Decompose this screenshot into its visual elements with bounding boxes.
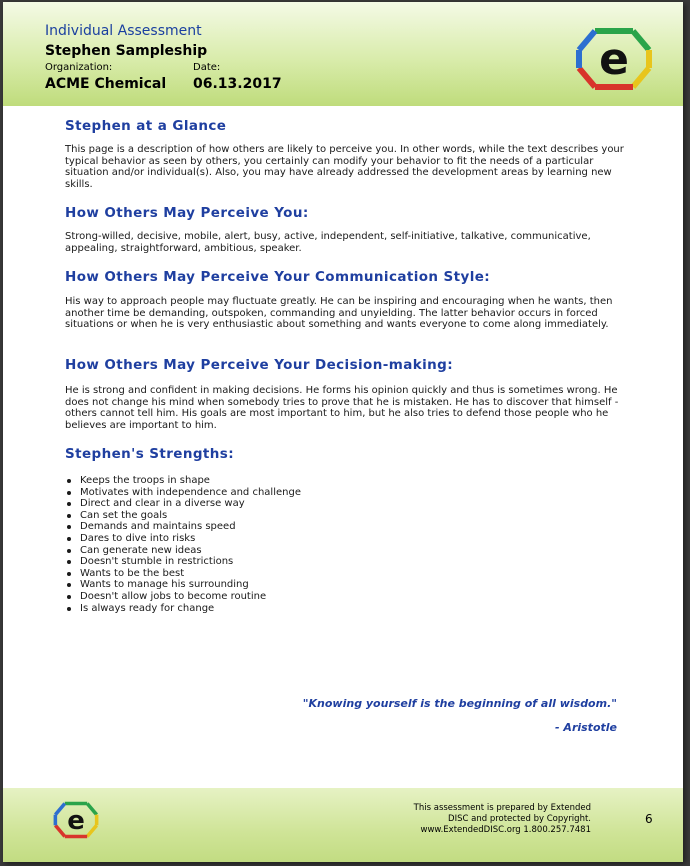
website-phone-line: www.ExtendedDISC.org 1.800.257.7481 — [420, 825, 591, 835]
quote-text: "Knowing yourself is the beginning of all wisdom." — [302, 697, 617, 710]
section-title: How Others May Perceive Your Communication Style: — [65, 269, 491, 285]
list-item: Motivates with independence and challenge — [65, 487, 301, 499]
list-item: Doesn't allow jobs to become routine — [65, 591, 301, 603]
strengths-list — [65, 475, 301, 614]
copyright-line: DISC and protected by Copyright. — [448, 814, 591, 824]
person-name: Stephen Sampleship — [45, 43, 208, 59]
page-footer — [3, 788, 683, 862]
list-item: Dares to dive into risks — [65, 533, 301, 545]
svg-text:e: e — [599, 34, 629, 85]
page-header — [3, 2, 683, 106]
list-item: Demands and maintains speed — [65, 521, 301, 533]
section-text: He is strong and confident in making decisions. He forms his opinion quickly and thus is sometimes wrong. He does not change his mind when somebody tries to prove that he is mistaken. He has to discover that himself - others cannot tell him. His goals are most important to him, but he also tries to defend those people who he believes are important to him. — [65, 385, 619, 431]
copyright-notice — [363, 803, 591, 836]
list-item: Wants to be the best — [65, 568, 301, 580]
report-page — [3, 2, 683, 862]
report-type: Individual Assessment — [45, 23, 202, 39]
list-item: Wants to manage his surrounding — [65, 579, 301, 591]
list-item: Keeps the troops in shape — [65, 475, 301, 487]
list-item: Doesn't stumble in restrictions — [65, 556, 301, 568]
section-title: How Others May Perceive You: — [65, 205, 309, 221]
section-text: This page is a description of how others are likely to perceive you. In other words, while the text describes your typical behavior as seen by others, you certainly can modify your behavior to fit the needs of a particular situation and/or individual(s). Also, you may have already addressed the development areas by learning new skills. — [65, 144, 624, 190]
extended-disc-logo-icon — [575, 26, 653, 92]
date-value: 06.13.2017 — [193, 76, 282, 92]
organization-label: Organization: — [45, 62, 113, 73]
list-item: Direct and clear in a diverse way — [65, 498, 301, 510]
section-text: Strong-willed, decisive, mobile, alert, busy, active, independent, self-initiative, talkative, communicative, appealing, straightforward, ambitious, speaker. — [65, 231, 591, 254]
list-item: Can set the goals — [65, 510, 301, 522]
copyright-line: This assessment is prepared by Extended — [413, 803, 591, 813]
extended-disc-logo-small-icon — [53, 800, 99, 840]
organization-value: ACME Chemical — [45, 76, 167, 92]
svg-text:e: e — [67, 805, 85, 836]
section-title: Stephen at a Glance — [65, 118, 227, 134]
quote-author: - Aristotle — [555, 721, 617, 734]
list-item: Is always ready for change — [65, 603, 301, 615]
date-label: Date: — [193, 62, 221, 73]
page-number: 6 — [645, 812, 653, 826]
section-title: Stephen's Strengths: — [65, 446, 235, 462]
section-text: His way to approach people may fluctuate greatly. He can be inspiring and encouraging when he wants, then another time be demanding, outspoken, commanding and unyielding. The latter behavior occurs in forced situations or when he is very enthusiastic about something and wants everyone to come along immediately. — [65, 296, 613, 331]
list-item: Can generate new ideas — [65, 545, 301, 557]
section-title: How Others May Perceive Your Decision-making: — [65, 357, 453, 373]
